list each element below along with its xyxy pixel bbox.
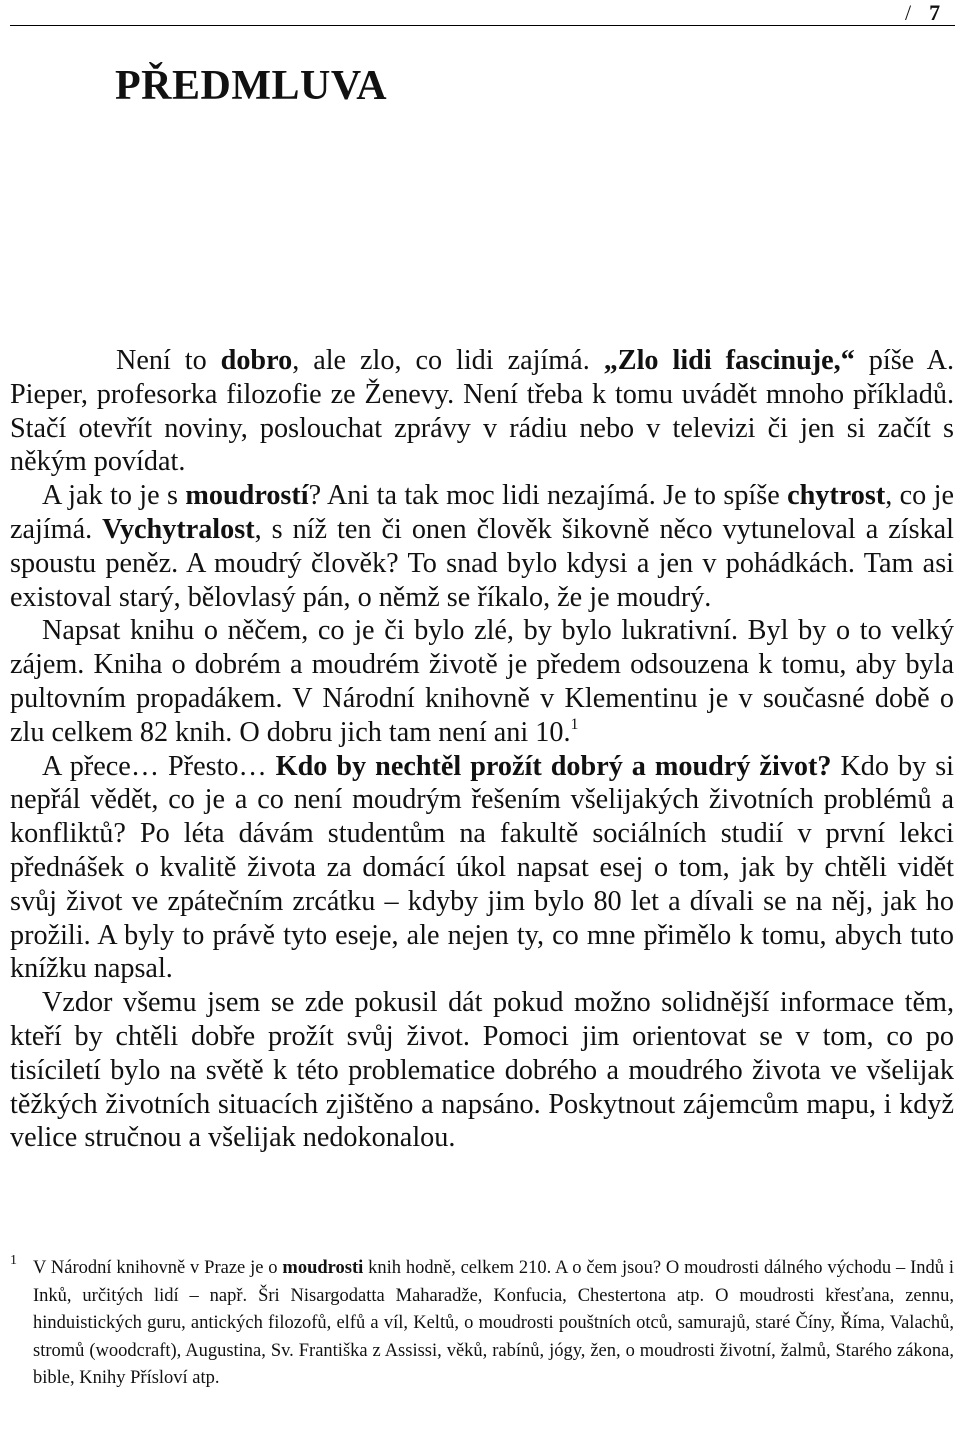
header-slash: / <box>905 0 912 25</box>
chapter-title: PŘEDMLUVA <box>115 63 388 109</box>
text-run: píše A. Pieper, profesorka filozofie ze Ženevy. Není třeba k tomu uvádět mnoho příkladů. Stačí otevřít noviny, poslouchat zprávy v rádiu nebo v televizi či jen si začít s někým povídat. <box>10 345 954 478</box>
footnote-reference: 1 <box>570 715 579 733</box>
text-run: ? Ani ta tak moc lidi nezajímá. Je to spíše <box>308 480 788 512</box>
text-run: V Národní knihovně v Praze je o <box>33 1258 283 1278</box>
text-run: knih hodně, celkem 210. A o čem jsou? O moudrosti dálného východu – Indů i Inků, určitých lidí – např. Šri Nisargodatta Maharadže, Konfucia, Chestertona atp. O moudrosti křesťana, zennu, hinduistických guru, antických filozofů, elfů a víl, Keltů, o moudrosti pouštních otců, samurajů, staré Číny, Říma, Valachů, stromů (woodcraft), Augustina, Sv. Františka z Assissi, věků, rabínů, jógy, žen, o moudrosti životní, žalmů, Starého zákona, bible, Knihy Přísloví atp. <box>33 1258 954 1388</box>
text-run: A jak to je s <box>42 480 186 512</box>
text-run: Není to <box>116 345 221 376</box>
paragraph <box>10 750 954 987</box>
header-rule <box>10 25 955 26</box>
text-run: Kdo by si nepřál vědět, co je a co není moudrým řešením všelijakých životních problémů a konfliktů? Po léta dávám studentům na fakultě sociálních studií v první lekci přednášek o kvalitě života za domácí úkol napsat esej o tom, jak by chtěli vidět svůj život ve zpátečním zrcátku – kdyby jim bylo 80 let a dívali se na něj, jak ho prožili. A byly to právě tyto eseje, ale nejen ty, co mne přimělo k tomu, abych tuto knížku napsal. <box>10 750 954 985</box>
text-run: , co je zajímá. <box>10 480 954 545</box>
paragraph <box>10 614 954 749</box>
body-text <box>10 344 954 1155</box>
emphasis-text: Vychytralost <box>102 513 255 545</box>
emphasis-text: „Zlo lidi fascinuje,“ <box>603 345 855 376</box>
paragraph <box>10 479 954 614</box>
emphasis-text: moudrosti <box>282 1258 364 1278</box>
footnote-mark: 1 <box>10 1253 17 1268</box>
paragraph <box>10 344 954 479</box>
text-run: , ale zlo, co lidi zajímá. <box>292 345 604 376</box>
footnote <box>10 1255 954 1393</box>
page-number <box>905 0 940 26</box>
emphasis-text: chytrost <box>787 480 886 512</box>
text-run: A přece… Přesto… <box>42 750 276 782</box>
footnote-text <box>33 1255 954 1393</box>
emphasis-text: Kdo by nechtěl prožít dobrý a moudrý život? <box>275 750 832 782</box>
emphasis-text: dobro <box>220 345 293 376</box>
text-run: , s níž ten či onen člověk šikovně něco vytuneloval a získal spoustu peněz. A moudrý člověk? To snad bylo kdysi a jen v pohádkách. Tam asi existoval starý, bělovlasý pán, o němž se říkalo, že je moudrý. <box>10 513 954 613</box>
page-number-value: 7 <box>929 0 941 25</box>
emphasis-text: moudrostí <box>185 480 309 512</box>
text-run: Napsat knihu o něčem, co je či bylo zlé, by bylo lukrativní. Byl by o to velký zájem. Kniha o dobrém a moudrém životě je předem odsouzena k tomu, aby byla pultovním propadákem. V Národní knihovně v Klementinu je v současné době o zlu celkem 82 knih. O dobru jich tam není ani 10. <box>10 615 954 748</box>
paragraph <box>10 986 954 1155</box>
text-run: Vzdor všemu jsem se zde pokusil dát pokud možno solidnější informace těm, kteří by chtěli dobře prožít svůj život. Pomoci jim orientovat se v tom, co po tisíciletí bylo na světě k této problematice dobrého a moudrého života ve všelijak těžkých životních situacích zjištěno a napsáno. Poskytnout zájemcům mapu, i když velice stručnou a všelijak nedokonalou. <box>10 987 954 1154</box>
